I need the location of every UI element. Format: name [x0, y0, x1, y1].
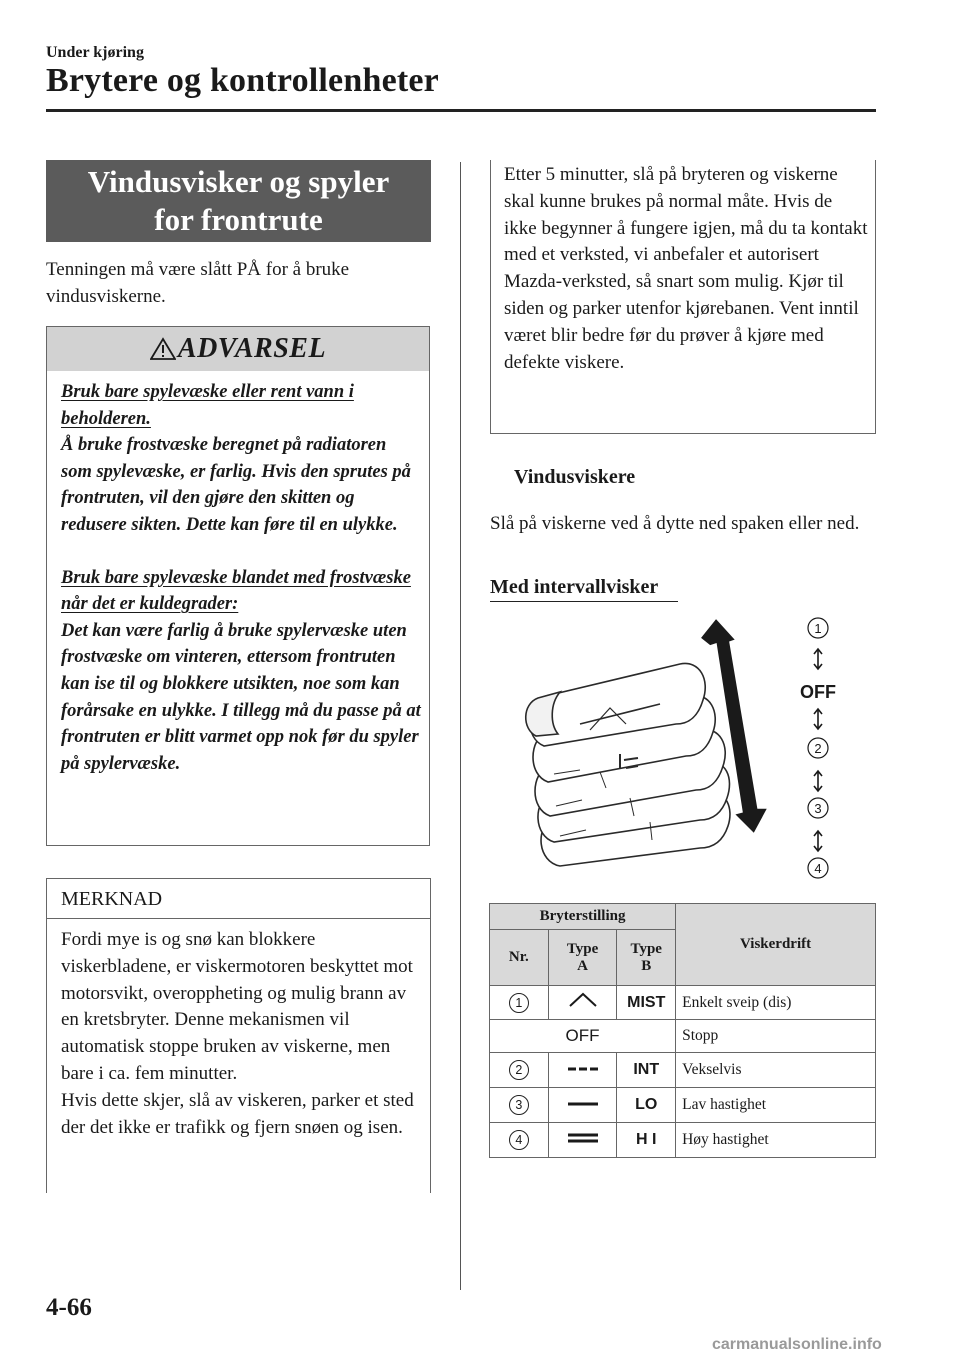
- table-row: [490, 1053, 876, 1088]
- warning-p2-body: Det kan være farlig å bruke spylervæske uten frostvæske om vinteren, ettersom frontruten kan ise til og blokkere utsikten, noe som kan forårsake en ulykke. I tillegg må du passe på at frontruten er blitt varmet opp nok før du spyler på spylervæske.: [61, 620, 421, 774]
- operation-label: Lav hastighet: [676, 1088, 876, 1123]
- position-indicators: [800, 618, 836, 878]
- topic-title: Vindusvisker og spyler for frontrute: [87, 164, 390, 237]
- warning-p1-heading: Bruk bare spylevæske eller rent vann i beholderen.: [61, 382, 354, 429]
- table-header-operation: Viskerdrift: [676, 904, 876, 986]
- note-body-2: Hvis dette skjer, slå av viskeren, parker et sted der det ikke er trafikk og fjern snøen og isen.: [61, 1089, 414, 1138]
- row-number: 1: [509, 993, 529, 1013]
- position-off-label: OFF: [800, 682, 836, 702]
- interval-heading-underline: [490, 601, 678, 602]
- wipers-heading: Vindusviskere: [514, 466, 636, 488]
- position-3-label: 3: [814, 801, 822, 816]
- warning-p2-heading: Bruk bare spylevæske blandet med frostvæske når det er kuldegrader:: [61, 567, 411, 615]
- type-b-symbol: H I: [617, 1123, 676, 1158]
- type-b-symbol: INT: [617, 1053, 676, 1088]
- wipers-text: Slå på viskerne ved å dytte ned spaken eller ned.: [490, 513, 860, 534]
- intro-text: Tenningen må være slått PÅ for å bruke vindusviskerne.: [46, 259, 350, 307]
- low-speed-icon: [566, 1099, 600, 1109]
- page-number: 4-66: [46, 1294, 92, 1321]
- warning-triangle-icon: [150, 337, 176, 361]
- position-2-label: 2: [814, 741, 822, 756]
- table-row: [490, 1088, 876, 1123]
- wiper-lever-illustration: [520, 612, 876, 888]
- operation-label: Høy hastighet: [676, 1123, 876, 1158]
- off-symbol: OFF: [490, 1020, 676, 1053]
- warning-header: [47, 327, 429, 371]
- row-number: 2: [509, 1060, 529, 1080]
- warning-p1-body: Å bruke frostvæske beregnet på radiatoren som spylevæske, er farlig. Hvis den sprutes på frontruten, vil den gjøre den skitten og redusere sikten. Dette kan føre til en ulykke.: [61, 435, 411, 535]
- type-b-symbol: LO: [617, 1088, 676, 1123]
- note-title: MERKNAD: [47, 879, 430, 919]
- lever-positions-drawing: [526, 663, 730, 866]
- table-header-group: Bryterstilling: [490, 904, 676, 930]
- chapter-label: Under kjøring: [46, 44, 144, 61]
- interval-heading: Med intervallvisker: [490, 576, 659, 598]
- position-4-label: 4: [814, 861, 822, 876]
- section-title: Brytere og kontrollenheter: [46, 62, 439, 99]
- high-speed-icon: [566, 1131, 600, 1145]
- warning-title: ADVARSEL: [177, 333, 327, 364]
- warning-box: [46, 326, 430, 846]
- operation-label: Stopp: [676, 1020, 876, 1053]
- table-row: [490, 986, 876, 1020]
- footer-site-link[interactable]: carmanualsonline.info: [712, 1336, 882, 1353]
- column-divider: [460, 162, 461, 1290]
- operation-label: Vekselvis: [676, 1053, 876, 1088]
- table-row: [490, 1123, 876, 1158]
- table-row: [490, 1020, 876, 1053]
- note-body: [61, 927, 423, 1141]
- topic-title-banner: [46, 160, 431, 242]
- header-divider: [46, 109, 876, 112]
- table-header-nr: Nr.: [490, 930, 549, 986]
- continued-note-box: [490, 160, 876, 434]
- position-1-label: 1: [814, 621, 822, 636]
- note-box: [46, 878, 431, 1193]
- wiper-positions-table: [489, 903, 876, 1158]
- warning-body: [61, 379, 421, 777]
- intermittent-wipe-icon: [566, 1064, 600, 1074]
- mist-wipe-icon: [566, 990, 600, 1010]
- row-number: 3: [509, 1095, 529, 1115]
- table-header-type-b: Type B: [617, 930, 676, 986]
- note-body-1: Fordi mye is og snø kan blokkere viskerbladene, er viskermotoren beskyttet mot motorsvikt, overoppheting og mulig brann av en kretsbryter. Denne mekanismen vil automatisk stoppe bruken av viskerne, men bare i ca. fem minutter.: [61, 929, 413, 1084]
- operation-label: Enkelt sveip (dis): [676, 986, 876, 1020]
- continued-note-body: Etter 5 minutter, slå på bryteren og viskerne skal kunne brukes på normal måte. Hvis de ikke begynner å fungere igjen, må du ta kontakt med et verksted, vi anbefaler et autorisert Mazda-verksted, så snart som mulig. Kjør til siden og parker utenfor kjørebanen. Vent inntil været blir bedre før du prøver å kjøre med defekte viskere.: [504, 164, 868, 373]
- row-number: 4: [509, 1130, 529, 1150]
- table-header-type-a: Type A: [548, 930, 617, 986]
- type-b-symbol: MIST: [617, 986, 676, 1020]
